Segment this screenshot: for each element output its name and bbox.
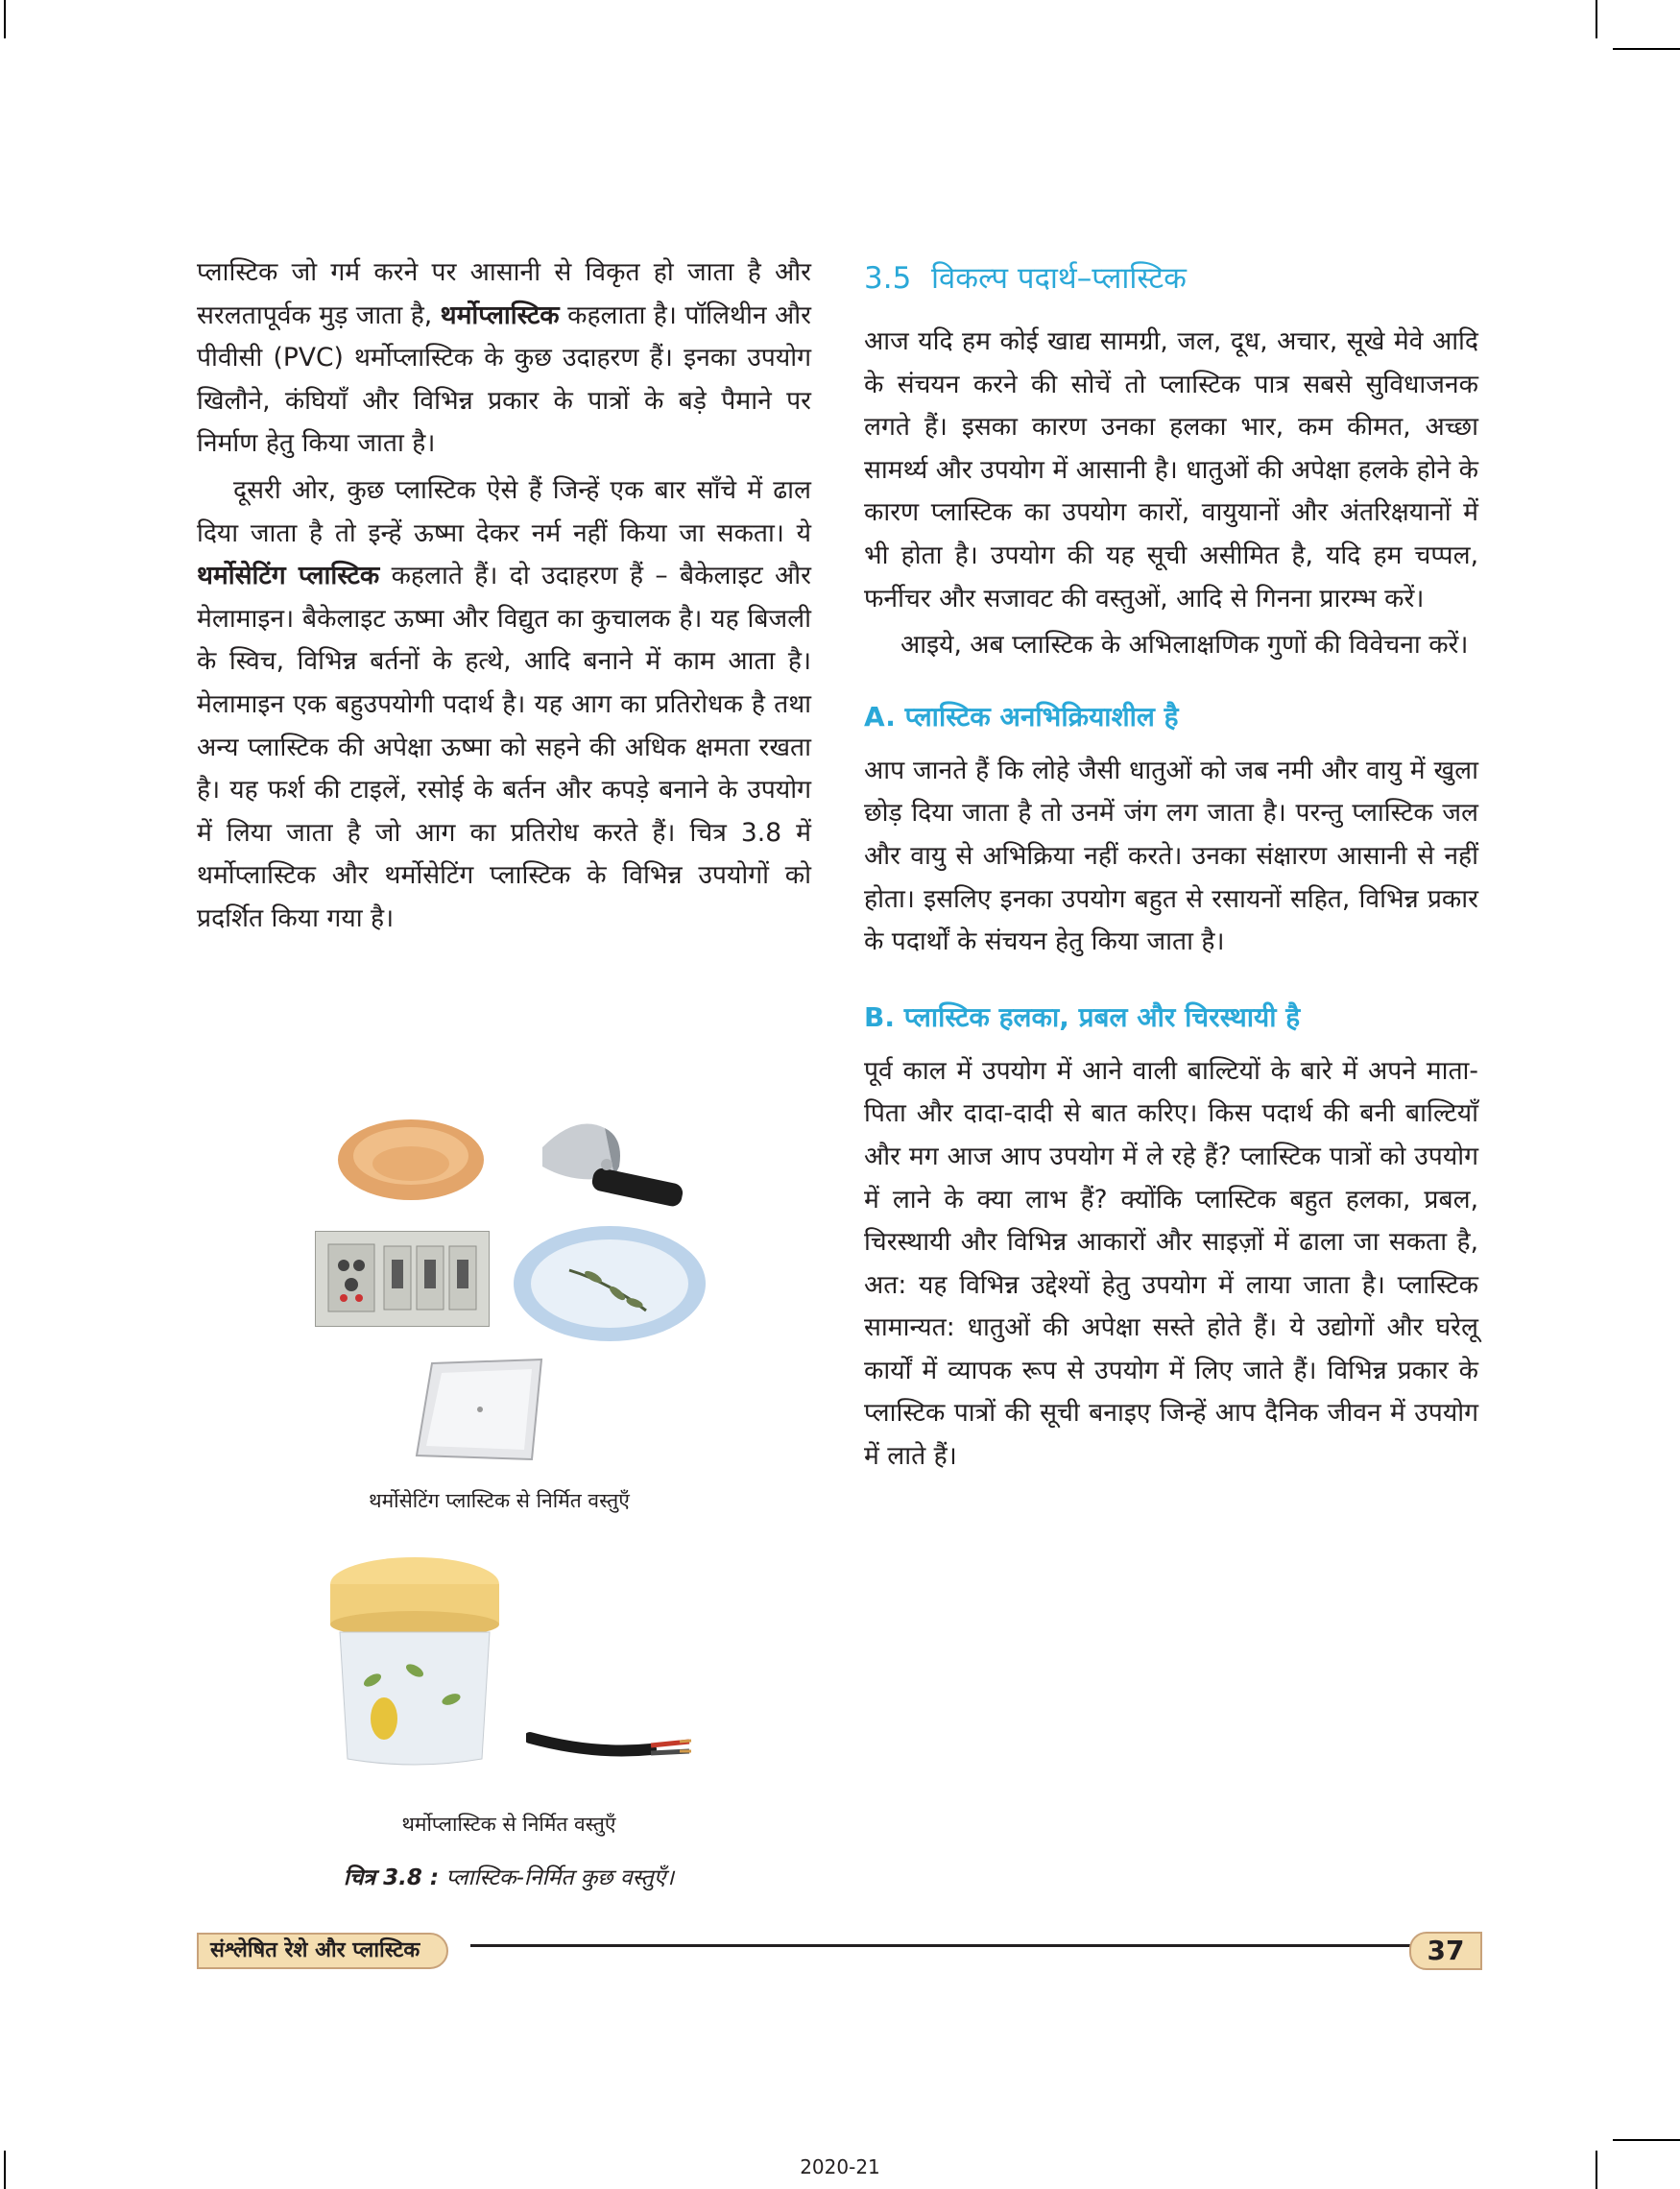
thermoplastic-paragraph	[197, 252, 811, 466]
term-thermoplastic: थर्मोप्लास्टिक	[440, 300, 560, 330]
melamine-plate-image	[512, 1224, 708, 1344]
intro-paragraph: आज यदि हम कोई खाद्य सामग्री, जल, दूध, अचार, सूखे मेवे आदि के संचयन करने की सोचें तो प्लास्टिक पात्र सबसे सुविधाजनक लगते हैं। इसका कारण उनका हलका भार, कम कीमत, अच्छा सामर्थ्य और उपयोग में आसानी है। धातुओं की अपेक्षा हलके होने के कारण प्लास्टिक का उपयोग कारों, वायुयानों और अंतरिक्षयानों में भी होता है। उपयोग की यह सूची असीमित है, यदि हम चप्पल, फर्नीचर और सजावट की वस्तुओं, आदि से गिनना प्रारम्भ करें।	[864, 326, 1478, 613]
crop-mark	[1596, 0, 1597, 38]
pan-handle-image	[538, 1109, 691, 1215]
crop-mark	[1613, 48, 1680, 50]
section-heading	[864, 257, 1478, 300]
text-span: कहलाते हैं। दो उदाहरण हैं – बैकेलाइट और मेलामाइन। बैकेलाइट ऊष्मा और विद्युत का कुचालक है। यह बिजली के स्विच, विभिन्न बर्तनों के हत्थे, आदि बनाने में काम आता है। मेलामाइन एक बहुउपयोगी पदार्थ है। यह आग का प्रतिरोधक है तथा अन्य प्लास्टिक की अपेक्षा ऊष्मा को सहने की अधिक क्षमता रखता है। यह फर्श की टाइलें, रसोई के बर्तन और कपड़े बनाने के उपयोग में लिया जाता है जो आग का प्रतिरोध करते हैं। चित्र 3.8 में थर्मोप्लास्टिक और थर्मोसेटिंग प्लास्टिक के विभिन्न उपयोगों को प्रदर्शित किया गया है।	[197, 561, 811, 933]
electric-wire-image	[526, 1717, 694, 1769]
section-number: 3.5	[864, 261, 912, 296]
switch-board-image	[315, 1231, 490, 1327]
page-number: 37	[1409, 1932, 1482, 1970]
text-span: दूसरी ओर, कुछ प्लास्टिक ऐसे हैं जिन्हें एक बार साँचे में ढाल दिया जाता है तो इन्हें ऊष्मा देकर नर्म नहीं किया जा सकता। ये	[197, 474, 811, 548]
footer-rule	[470, 1944, 1411, 1947]
footer-chapter-title: संश्लेषित रेशे और प्लास्टिक	[197, 1933, 448, 1969]
caption-thermosetting: थर्मोसेटिंग प्लास्टिक से निर्मित वस्तुएँ	[369, 1489, 630, 1512]
text-span: कहलाता है। पॉलिथीन और पीवीसी (PVC) थर्मोप्लास्टिक के कुछ उदाहरण हैं। इनका उपयोग खिलौने, कंघियाँ और विभिन्न प्रकार के पात्रों के बड़े पैमाने पर निर्माण हेतु किया जाता है।	[197, 300, 811, 459]
plastic-bowl-image	[334, 1114, 488, 1205]
figure-title: प्लास्टिक-निर्मित कुछ वस्तुएँ।	[439, 1865, 675, 1890]
left-column	[197, 252, 811, 941]
subsection-b-paragraph: पूर्व काल में उपयोग में आने वाली बाल्टियों के बारे में अपने माता-पिता और दादा-दादी से बात करिए। किस पदार्थ की बनी बाल्टियाँ और मग आज आप उपयोग में ले रहे हैं? प्लास्टिक पात्रों को उपयोग में लाने के क्या लाभ हैं? क्योंकि प्लास्टिक बहुत हलका, प्रबल, चिरस्थायी और विभिन्न आकारों और साइज़ों में ढाला जा सकता है, अत: यह विभिन्न उद्देश्यों हेतु उपयोग में लाया जाता है। प्लास्टिक सामान्यत: धातुओं की अपेक्षा सस्ते होते हैं। ये उद्योगों और घरेलू कार्यों में व्यापक रूप से उपयोग में लिए जाते हैं। विभिन्न प्रकार के प्लास्टिक पात्रों की सूची बनाइए जिन्हें आप दैनिक जीवन में उपयोग में लाते हैं।	[864, 1055, 1478, 1472]
cd-case-image	[413, 1356, 547, 1463]
figure-caption	[288, 1861, 730, 1891]
text-span: प्लास्टिक जो गर्म करने पर आसानी से विकृत हो जाता है और सरलतापूर्वक मुड़ जाता है,	[197, 257, 811, 330]
properties-intro-paragraph: आइये, अब प्लास्टिक के अभिलाक्षणिक गुणों की विवेचना करें।	[900, 630, 1469, 661]
edition-year: 2020-21	[800, 2155, 880, 2178]
right-column	[864, 257, 1478, 1479]
caption-thermoplastic: थर्मोप्लास्टिक से निर्मित वस्तुएँ	[401, 1813, 616, 1836]
term-thermosetting: थर्मोसेटिंग प्लास्टिक	[197, 561, 380, 591]
plastic-jar-image	[326, 1555, 504, 1768]
thermosetting-paragraph	[197, 469, 811, 941]
subsection-a-heading: A. प्लास्टिक अनभिक्रियाशील है	[864, 700, 1179, 733]
figure-label: चित्र 3.8 :	[343, 1865, 440, 1890]
subsection-a-paragraph: आप जानते हैं कि लोहे जैसी धातुओं को जब नमी और वायु में खुला छोड़ दिया जाता है तो उनमें जंग लग जाता है। परन्तु प्लास्टिक जल और वायु से अभिक्रिया नहीं करते। उनका संक्षारण आसानी से नहीं होता। इसलिए इनका उपयोग बहुत से रसायनों सहित, विभिन्न प्रकार के पदार्थों के संचयन हेतु किया जाता है।	[864, 755, 1478, 957]
section-title: विकल्प पदार्थ–प्लास्टिक	[931, 261, 1187, 296]
crop-mark	[1613, 2139, 1680, 2141]
subsection-b-heading: B. प्लास्टिक हलका, प्रबल और चिरस्थायी है	[864, 1000, 1301, 1033]
crop-mark	[4, 0, 6, 38]
